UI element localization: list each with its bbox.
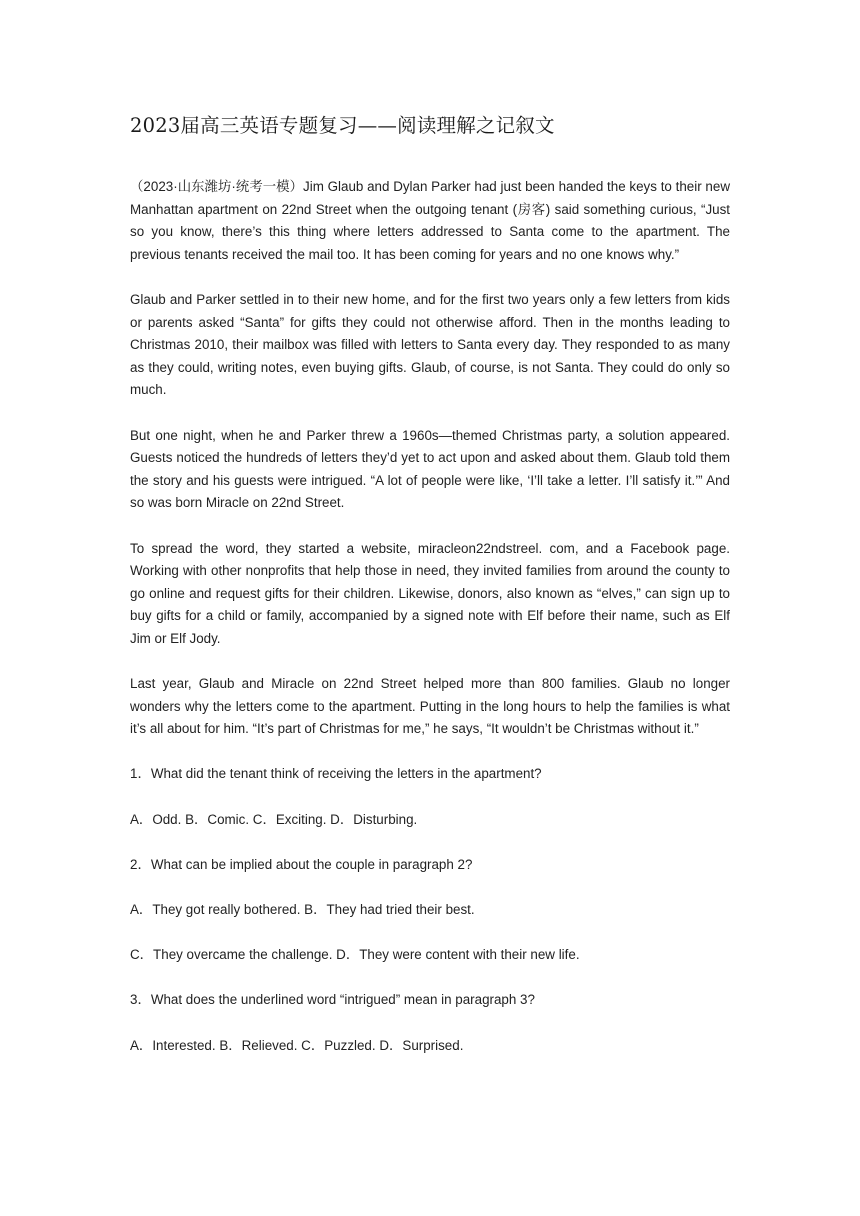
- passage-paragraph-4: To spread the word, they started a website, miracleon22ndstreel. com, and a Facebook page. Working with other nonprofits that help those in need, they invited families from around the county to go online and request gifts for their children. Likewise, donors, also known as “elves,” can sign up to buy gifts for a child or family, accompanied by a signed note with Elf before their name, such as Elf Jim or Elf Jody.: [130, 540, 730, 646]
- question-3-stem: 3．What does the underlined word “intrigued” mean in paragraph 3?: [130, 992, 535, 1008]
- passage-paragraph-3: But one night, when he and Parker threw a 1960s—themed Christmas party, a solution appeared. Guests noticed the hundreds of letters they’d yet to act upon and asked about them. Glaub told them the story and his guests were intrigued. “A lot of people were like, ‘I’ll take a letter. I’ll satisfy it.’” And so was born Miracle on 22nd Street.: [130, 427, 730, 511]
- question-2-options-ab: A．They got really bothered. B．They had tried their best.: [130, 902, 475, 917]
- passage-paragraph-5: Last year, Glaub and Miracle on 22nd Street helped more than 800 families. Glaub no longer wonders why the letters come to the apartment. Putting in the long hours to help the families is what it’s all about for him. “It’s part of Christmas for me,” he says, “It wouldn’t be Christmas without it.”: [130, 676, 730, 737]
- passage-paragraph-1: [130, 176, 730, 266]
- question-3-options: A．Interested. B．Relieved. C．Puzzled. D．Surprised.: [130, 1037, 464, 1053]
- question-1-options: A．Odd. B．Comic. C．Exciting. D．Disturbing.: [130, 811, 418, 827]
- question-2-options-cd: C．They overcame the challenge. D．They were content with their new life.: [130, 947, 580, 963]
- passage-paragraph-2: Glaub and Parker settled in to their new home, and for the first two years only a few letters from kids or parents asked “Santa” for gifts they could not otherwise afford. Then in the months leading to Christmas 2010, their mailbox was filled with letters to Santa every day. They responded to as many as they could, writing notes, even buying gifts. Glaub, of course, is not Santa. They could do only so much.: [130, 291, 730, 398]
- question-1-stem: 1．What did the tenant think of receiving the letters in the apartment?: [130, 766, 542, 782]
- document-title: 2023届高三英语专题复习——阅读理解之记叙文: [130, 114, 555, 137]
- question-2-stem: 2．What can be implied about the couple in paragraph 2?: [130, 856, 473, 872]
- paragraph-1-text: Jim Glaub and Dylan Parker had just been handed the keys to their new Manhattan apartment on 22nd Street when the outgoing tenant (房客) said something curious, “Just so you know, there’s this thing where letters addressed to Santa come to the apartment. The previous tenants received the mail too. It has been coming for years and no one knows why.”: [130, 179, 730, 262]
- document-page: [130, 112, 730, 1080]
- exam-source: （2023·山东潍坊·统考一模）: [130, 179, 304, 194]
